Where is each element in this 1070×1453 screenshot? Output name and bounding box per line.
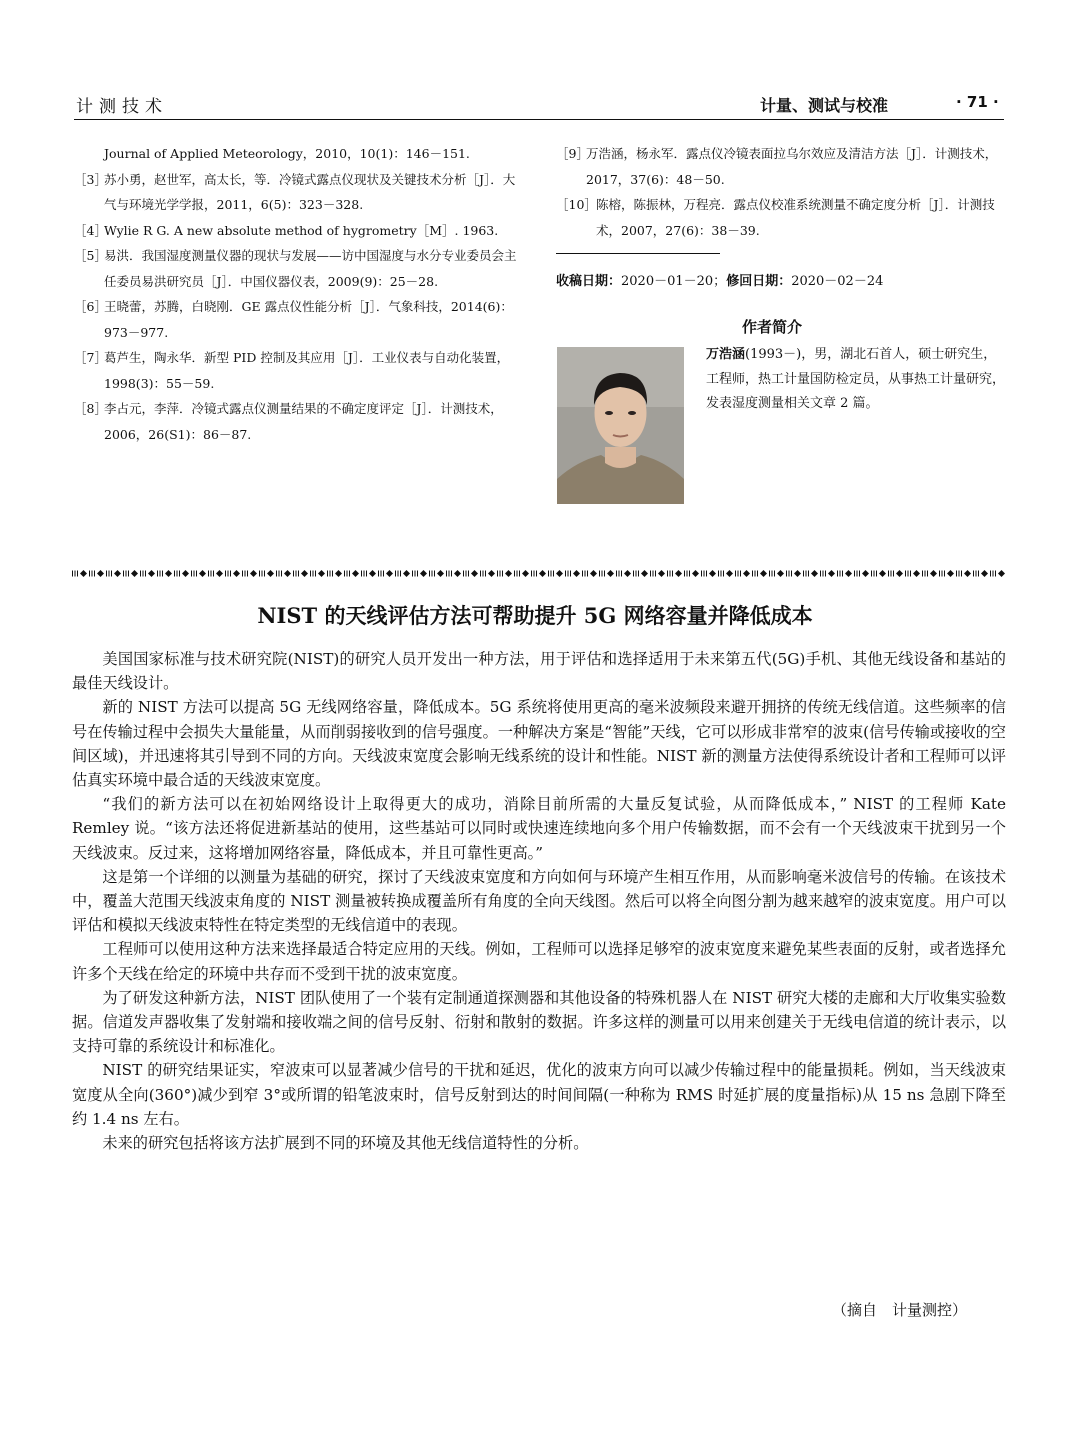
reference-item: ［7］葛芦生，陶永华．新型 PID 控制及其应用［J］．工业仪表与自动化装置，1998(3)：55－59.: [74, 350, 510, 391]
submission-dates: 收稿日期：2020－01－20；修回日期：2020－02－24: [556, 274, 884, 289]
author-name: 万浩涵: [706, 347, 746, 362]
article-paragraph: 未来的研究包括将该方法扩展到不同的环境及其他无线信道特性的分析。: [102, 1134, 589, 1153]
article-paragraph: 为了研发这种新方法，NIST 团队使用了一个装有定制通道探测器和其他设备的特殊机器人在 NIST 研究大楼的走廊和大厅收集实验数据。信道发声器收集了发射端和接收端之间的信号反射、衍射和散射的数据。许多这样的测量可以用来创建关于无线电信道的统计表示，以支持可靠的系统设计和标准化。: [72, 988, 1006, 1056]
article-paragraph: 美国国家标准与技术研究院(NIST)的研究人员开发出一种方法，用于评估和选择适用于未来第五代(5G)手机、其他无线设备和基站的最佳天线设计。: [72, 650, 1006, 693]
section-divider: [72, 563, 1006, 572]
article-body: [72, 647, 1006, 1155]
header-rule: [74, 119, 1004, 120]
reference-item: ［8］李占元，李萍．冷镜式露点仪测量结果的不确定度评定［J］．计测技术，2006，26(S1)：86－87.: [74, 401, 503, 442]
reference-item: ［5］易洪．我国湿度测量仪器的现状与发展——访中国湿度与水分专业委员会主任委员易洪研究员［J］．中国仪器仪表，2009(9)：25－28.: [74, 248, 517, 289]
article-paragraph: 这是第一个详细的以测量为基础的研究，探讨了天线波束宽度和方向如何与环境产生相互作用，从而影响毫米波信号的传输。在该技术中，覆盖大范围天线波束角度的 NIST 测量被转换成覆盖所有角度的全向天线图。然后可以将全向图分割为越来越窄的波束宽度。用户可以评估和模拟天线波束特性在特定类型的无线信道中的表现。: [72, 867, 1006, 935]
reference-item: ［3］苏小勇，赵世军，高太长，等．冷镜式露点仪现状及关键技术分析［J］．大气与环境光学学报，2011，6(5)：323－328.: [74, 171, 516, 212]
journal-name: 计测技术: [76, 97, 168, 117]
reference-item: ［9］万浩涵，杨永军．露点仪冷镜表面拉乌尔效应及清洁方法［J］．计测技术，2017，37(6)：48－50.: [556, 146, 998, 187]
article-source: （摘自 计量测控）: [832, 1301, 968, 1319]
article-paragraph: “我们的新方法可以在初始网络设计上取得更大的成功，消除目前所需的大量反复试验，从而降低成本，” NIST 的工程师 Kate Remley 说。“该方法还将促进新基站的使用，这些基站可以同时或快速连续地向多个用户传输数据，而不会有一个天线波束干扰到另一个天线波束。反过来，这将增加网络容量，降低成本，并且可靠性更高。”: [72, 795, 1006, 862]
author-photo: [557, 347, 684, 504]
author-bio: 万浩涵(1993－)，男，湖北石首人，硕士研究生，工程师，热工计量国防检定员，从事热工计量研究，发表湿度测量相关文章 2 篇。: [706, 347, 1006, 411]
section-name: 计量、测试与校准: [760, 96, 889, 115]
reference-item: ［10］陈榕，陈振林，万程亮．露点仪校准系统测量不确定度分析［J］．计测技术，2007，27(6)：38－39.: [556, 197, 995, 238]
reference-item: ［4］Wylie R G. A new absolute method of hygrometry［M］. 1963.: [74, 222, 499, 238]
article-paragraph: NIST 的研究结果证实，窄波束可以显著减少信号的干扰和延迟，优化的波束方向可以减少传输过程中的能量损耗。例如，当天线波束宽度从全向(360°)减少到窄 3°或所谓的铅笔波束时，信号反射到达的时间间隔(一种称为 RMS 时延扩展的度量指标)从 15 ns 急剧下降至约 1.4 ns 左右。: [72, 1061, 1006, 1128]
references-right-column: [556, 141, 1006, 254]
ornamental-divider-icon: [72, 569, 1006, 578]
article-paragraph: 工程师可以使用这种方法来选择最适合特定应用的天线。例如，工程师可以选择足够窄的波束宽度来避免某些表面的反射，或者选择允许多个天线在给定的环境中共存而不受到干扰的波束宽度。: [72, 940, 1006, 983]
references-left-column: [74, 141, 520, 447]
reference-item: Journal of Applied Meteorology，2010，10(1)：146－151.: [104, 146, 470, 161]
author-portrait-image: [557, 347, 684, 504]
reference-item: ［6］王晓蕾，苏腾，白晓刚．GE 露点仪性能分析［J］．气象科技，2014(6)：973－977.: [74, 299, 513, 340]
article-title: NIST 的天线评估方法可帮助提升 5G 网络容量并降低成本: [257, 603, 813, 628]
page-number: · 71 ·: [956, 93, 999, 111]
author-heading: 作者简介: [742, 318, 803, 336]
references-end-rule: [556, 253, 720, 254]
article-paragraph: 新的 NIST 方法可以提高 5G 无线网络容量，降低成本。5G 系统将使用更高的毫米波频段来避开拥挤的传统无线信道。这些频率的信号在传输过程中会损失大量能量，从而削弱接收到的信号强度。一种解决方案是“智能”天线，它可以形成非常窄的波束(信号传输或接收的空间区域)，并迅速将其引导到不同的方向。天线波束宽度会影响无线系统的设计和性能。NIST 新的测量方法使得系统设计者和工程师可以评估真实环境中最合适的天线波束宽度。: [72, 698, 1006, 790]
